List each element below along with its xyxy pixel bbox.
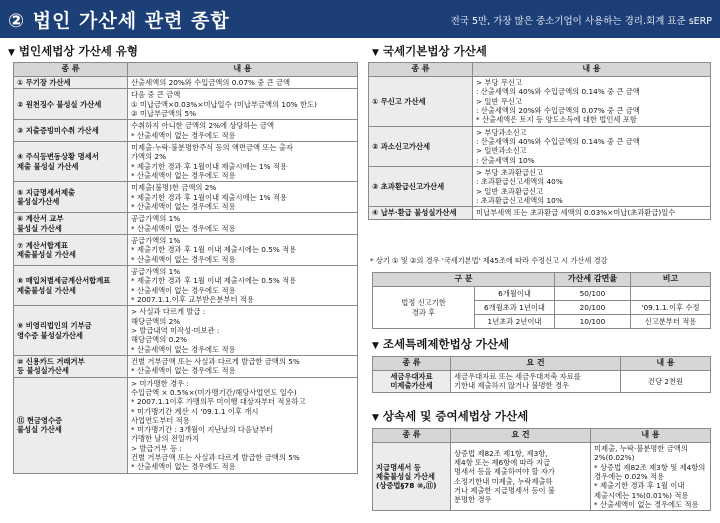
tax-content-cell [128,306,358,356]
tax-condition-cell-line: 상증법 제82조 제1항, 제3항, [454,448,548,458]
column-header-type: 종 류 [14,63,128,77]
tax-type-cell [373,443,451,511]
tax-content-cell-line: * 제출기한 경과 후 1월 이내 제출시에는 0.5% 적용 [131,245,297,255]
triangle-down-icon: ▼ [8,48,15,58]
tax-content-cell [128,377,358,473]
tax-content-cell [128,120,358,142]
tax-content-cell-line: 해당금액의 2% [131,316,181,326]
tax-type-cell [14,77,128,89]
column-header-rate: 가산세 감면율 [555,273,631,287]
table-row [14,141,358,181]
reduction-rate-table [372,272,711,329]
tax-content-cell-line: > 사실과 다르게 발급 : [131,307,206,317]
tax-content-cell-line: * 산출세액이 없는 경우에도 적용 [131,201,236,211]
tax-condition-cell-line: 제4항 또는 제6항에 따라 지급 [454,457,551,467]
tax-type-cell-line: ⑪ 현금영수증 [17,415,63,425]
table-row [373,287,711,301]
table-row [14,355,358,377]
tax-content-cell-line: 공급가액의 1% [131,214,181,224]
tax-content-cell-line: > 부당 무신고 [476,78,522,87]
tax-type-cell-line: ⑤ 지급명세서제출 [17,187,76,197]
tax-content-cell-line: 제출시에는 1%(0.01%) 적용 [594,490,689,500]
tax-content-cell [128,355,358,377]
table-row [14,120,358,142]
tax-content-cell-line: * 산출세액이 없는 경우에도 적용 [131,170,236,180]
tax-content-cell-line: 수취하지 아니한 금액의 2%에 상당하는 금액 [131,121,275,131]
tax-type-cell-line: 지급명세서 등 [376,462,421,472]
tax-content-cell [473,207,711,219]
column-header-condition: 요 건 [451,357,621,371]
tax-type-cell-line: ④ 주식등변동상황 명세서 [17,152,99,162]
column-header-type: 종 류 [369,63,473,77]
tax-content-cell-line: 다음 중 큰 금액 [131,90,181,100]
basic-section-title: ▼ 국세기본법상 가산세 [372,44,487,58]
tax-type-cell-line: 등 불성실가산세 [17,366,69,376]
tax-type-cell-line: 불성실 가산세 [17,223,62,233]
table-row [14,77,358,89]
tax-type-cell-line: 영수증 불성실가산세 [17,330,83,340]
tax-type-cell-line: ① 무신고 가산세 [372,96,426,106]
title-banner [0,0,720,38]
tax-type-cell-line: ⑨ 비영리법인의 기부금 [17,321,92,331]
tax-type-cell-line: 불성실가산세 [17,197,60,207]
tax-content-cell-line: * 미가맹기간 계산 시 '09.1.1 이후 개시 [131,406,259,416]
tax-type-cell-line: ① 무기장 가산세 [17,78,71,87]
tax-content-cell [128,77,358,89]
tax-content-cell-line: 공급가액의 1% [131,235,181,245]
tax-type-cell [14,141,128,181]
tax-content-cell-line: > 미가맹한 경우 : [131,378,189,388]
page-title: ② 법인 가산세 관련 종합 [8,10,230,32]
triangle-down-icon: ▼ [372,48,379,58]
column-header-remark: 비고 [631,273,711,287]
tax-type-cell-line: (상증법§78 ⑩,⑪) [376,481,437,491]
tax-type-cell [14,213,128,235]
table-row [14,182,358,213]
tax-condition-cell-line: 세금우대자료 또는 세금우대저축 자료를 [454,372,581,381]
table-row [369,166,711,206]
table-row [14,377,358,473]
table-row [369,207,711,219]
tax-content-cell-line: > 부당과소신고 [476,127,527,137]
tax-content-cell-line: : 산출세액의 20%와 수입금액의 0.07% 중 큰 금액 [476,105,640,115]
special-tax-table [372,356,711,393]
tax-condition-cell-line: 소정기한내 미제출, 누락제출하 [454,476,553,486]
period-cell: 6개월초과 1년이내 [475,301,555,315]
tax-content-cell-line: ② 미납부금액의 5% [131,108,197,118]
column-header-content: 내 용 [591,429,711,443]
table-row [373,443,711,511]
tax-type-cell-line: 제출 불성실 가산세 [17,161,79,171]
tax-content-cell-line: 산출세액의 20%와 수입금액의 0.07% 중 큰 금액 [131,78,291,87]
tax-content-cell [473,77,711,127]
tax-type-cell-line: 제출불성실 가산세 [17,249,76,259]
tax-type-cell-line: ⑩ 신용카드 거래거부 [17,356,85,366]
tax-condition-cell-line: 거나 제출한 지급명세서 등이 불 [454,485,555,495]
tax-type-cell-line: ⑥ 계산서 교부 [17,214,64,224]
tax-type-cell [14,306,128,356]
tax-type-cell-line: ③ 초과환급신고가산세 [372,181,445,191]
table-row [369,77,711,127]
reduction-group-cell-line: 법정 신고기한 [401,298,446,308]
corp-tax-table [13,62,358,474]
tax-type-cell-line: ⑧ 매입처별세금계산서합계표 [17,276,111,286]
tax-type-cell [14,120,128,142]
tax-content-cell [473,166,711,206]
tax-content-cell-line: > 발급내역 미작성·미보관 : [131,325,220,335]
inherit-tax-table [372,428,711,511]
tax-content-cell [473,126,711,166]
tax-type-cell [14,355,128,377]
tax-content-cell-line: : 초과환급신고세액의 10% [476,195,563,205]
tax-content-cell-line: * 제출기한 경과 후 1월 이내 제출시에는 0.5% 적용 [131,276,297,286]
tax-type-cell-line: 세금우대자료 [390,372,433,381]
column-header-content: 내 용 [128,63,358,77]
table-row [14,234,358,265]
tax-type-cell-line: ③ 지출증빙미수취 가산세 [17,125,99,135]
tax-type-cell [373,371,451,393]
tax-content-cell-line: 가액의 2% [131,152,167,162]
tax-content-cell-line: > 발급거부 등 : [131,443,182,453]
corp-section-title: ▼ 법인세법상 가산세 유형 [8,44,139,58]
rate-cell: 10/100 [555,315,631,329]
tax-type-cell [14,265,128,305]
tax-condition-cell-line: 기한내 제출하지 않거나 불명한 경우 [454,381,570,391]
tax-content-cell-line: 2%(0.02%) [594,453,635,463]
tax-content-cell-line: * 2007.1.1.이후 교부받은분부터 적용 [131,294,254,304]
column-header-content: 내 용 [473,63,711,77]
tax-content-cell [591,443,711,511]
reduction-group-cell-line: 경과 후 [411,307,436,317]
tax-content-cell-line: * 산출세액이 없는 경우에도 적용 [131,285,236,295]
tax-content-cell [128,234,358,265]
tax-content-cell-line: : 산출세액의 40%와 수입금액의 0.14% 중 큰 금액 [476,136,640,146]
tax-type-cell-line: ④ 납부·환급 불성실가산세 [372,208,457,218]
tax-content-cell-line: * 제출기한 경과 후 1월 이내 [594,481,685,491]
tax-content-cell-line: * 제출기한 경과 후 1월이내 제출시에는 1% 적용 [131,161,287,171]
tax-content-cell-line: 미제출, 누락·불분명한 금액의 [594,444,688,453]
tax-type-cell [14,234,128,265]
tax-content-cell-line: 건별 거부금액 또는 사실과 다르게 발급한 금액의 5% [131,453,300,463]
table-row [373,371,711,393]
tax-content-cell-line: : 산출세액의 10% [476,155,535,165]
tax-condition-cell [451,443,591,511]
table-row [14,265,358,305]
tax-type-cell [369,166,473,206]
tax-content-cell-line: 건별 거부금액 또는 사실과 다르게 발급한 금액의 5% [131,356,300,366]
tax-content-cell-line: : 초과환급신고세액의 40% [476,177,563,187]
tax-content-cell [128,89,358,120]
remark-cell: '09.1.1.이후 수정 [631,301,711,315]
triangle-down-icon: ▼ [372,341,379,351]
column-header-type: 종 류 [373,429,451,443]
table-row [14,306,358,356]
tax-type-cell-line: 미제출가산세 [390,381,433,391]
tax-content-cell-line: * 산출세액이 없는 경우에도 적용 [131,130,236,140]
inherit-section-title: ▼ 상속세 및 증여세법상 가산세 [372,409,529,423]
period-cell: 6개월이내 [475,287,555,301]
tax-content-cell-line: * 산출세액이 없는 경우에도 적용 [131,254,236,264]
tax-content-cell-line: ① 미납금액×0.03%×미납일수 (미납부금액의 10% 한도) [131,99,317,109]
tax-condition-cell-line: 명세서 등을 제출하여야 할 자가 [454,467,555,477]
tax-content-cell-line: > 일반 무신고 [476,96,522,106]
tax-content-cell-line: 건당 2천원 [647,376,684,386]
tax-content-cell-line: * 2007.1.1이후 가맹의무 미이행 대상자부터 적용하고 [131,397,306,407]
tax-type-cell-line: 제출불성실 가산세 [376,471,435,481]
table-row [14,89,358,120]
tax-content-cell-line: * 제출기한 경과 후 1월이내 제출시에는 1% 적용 [131,192,287,202]
tax-type-cell [369,126,473,166]
column-header-content: 내 용 [621,357,711,371]
tax-content-cell-line: 미제출(불명)한 금액의 2% [131,183,217,193]
column-header-category: 구 분 [373,273,555,287]
tax-content-cell [128,265,358,305]
reduction-group-cell [373,287,475,329]
rate-cell: 50/100 [555,287,631,301]
period-cell: 1년초과 2년이내 [475,315,555,329]
tax-content-cell-line: * 산출세액이 없는 경우에도 적용 [131,344,236,354]
column-header-type: 종 류 [373,357,451,371]
tax-type-cell [369,77,473,127]
remark-cell: 신고분부터 적용 [631,315,711,329]
tax-content-cell [128,182,358,213]
triangle-down-icon: ▼ [372,413,379,423]
tax-content-cell [621,371,711,393]
basic-tax-table [368,62,711,220]
tax-content-cell-line: * 상증법 제82조 제3항 및 제4항의 [594,462,706,472]
tax-content-cell-line: * 산출세액은 토지 등 양도소득에 대한 법인세 포함 [476,115,637,125]
tax-content-cell-line: * 산출세액이 없는 경우에도 적용 [131,366,236,376]
tax-condition-cell-line: 분명한 경우 [454,495,492,505]
tax-content-cell-line: * 산출세액이 없는 경우에도 적용 [131,462,236,472]
banner-tagline: 전국 5만, 가장 많은 중소기업이 사용하는 경리.회계 표준 sERP [450,16,712,27]
tax-content-cell-line: > 일반과소신고 [476,146,527,156]
table-row [369,126,711,166]
column-header-condition: 요 건 [451,429,591,443]
tax-type-cell-line: ② 과소신고가산세 [372,141,431,151]
tax-content-cell-line: > 부당 초과환급신고 [476,167,544,177]
tax-type-cell [14,182,128,213]
special-section-title: ▼ 조세특례제한법상 가산세 [372,337,510,351]
tax-content-cell-line: 가맹한 날의 전일까지 [131,434,200,444]
tax-content-cell-line: 수입금액 × 0.5%×(미가맹기간/해당사업연도 일수) [131,387,297,397]
tax-content-cell [128,213,358,235]
tax-content-cell-line: 경우에는 0.02% 적용 [594,471,665,481]
tax-type-cell-line: ⑦ 계산서합계표 [17,240,69,250]
tax-type-cell [14,377,128,473]
tax-type-cell [369,207,473,219]
tax-type-cell-line: 불성실 가산세 [17,425,62,435]
tax-content-cell-line: 사업연도부터 적용 [131,415,190,425]
tax-type-cell-line: ② 원천징수 불성실 가산세 [17,99,102,109]
tax-content-cell [128,141,358,181]
rate-cell: 20/100 [555,301,631,315]
tax-content-cell-line: * 산출세액이 없는 경우에도 적용 [131,223,236,233]
tax-content-cell-line: > 일반 초과환급신고 [476,186,544,196]
tax-type-cell-line: 제출불성실 가산세 [17,285,76,295]
tax-content-cell-line: * 산출세액이 없는 경우에도 적용 [594,499,699,509]
tax-content-cell-line: 미제출·누락·불분명한주식 등의 액면금액 또는 출자 [131,142,293,152]
table-row [14,213,358,235]
tax-content-cell-line: 미납부세액 또는 초과환급 세액의 0.03%×미납(초과환급)일수 [476,208,676,218]
tax-content-cell-line: 공급가액의 1% [131,266,181,276]
amendment-note: * 상기 ① 및 ②의 경우 '국세기본법' 제45조에 따라 수정신고 시 가산세 경감 [370,256,608,265]
tax-type-cell [14,89,128,120]
tax-content-cell-line: * 미가맹기간 : 3개월이 지난날의 다음날부터 [131,425,274,435]
tax-content-cell-line: : 산출세액의 40%와 수입금액의 0.14% 중 큰 금액 [476,87,640,97]
tax-condition-cell [451,371,621,393]
tax-content-cell-line: 해당금액의 0.2% [131,335,188,345]
remark-cell [631,287,711,301]
